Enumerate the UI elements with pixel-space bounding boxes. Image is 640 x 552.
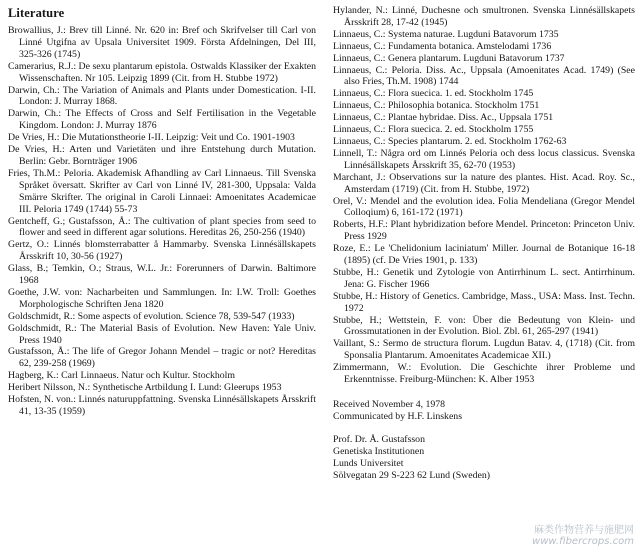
- reference-list-left: [8, 25, 316, 418]
- reference-entry: Roze, E.: Le 'Chelidonium laciniatum' Miller. Journal de Botanique 16-18 (1895) (cf. De Vries 1901, p. 133): [333, 243, 635, 267]
- reference-entry: Marchant, J.: Observations sur la nature des plantes. Hist. Acad. Roy. Sc., Amsterdam (1719) (Cit. from H. Stubbe, 1972): [333, 171, 635, 195]
- reference-entry: Browallius, J.: Brev till Linné. Nr. 620 in: Bref och Skrifvelser till Carl von Linné Utgifna av Upsala Universitet 1909. Första Afdelningen, Del III, 325-326 (1745): [8, 25, 316, 60]
- reference-entry: Stubbe, H.: History of Genetics. Cambridge, Mass., USA: Mass. Inst. Techn. 1972: [333, 290, 635, 314]
- reference-entry: Hofsten, N. von.: Linnés naturuppfattning. Svenska Linnésällskapets Årsskrift 41, 13-35 (1959): [8, 394, 316, 417]
- reference-entry: Hagberg, K.: Carl Linnaeus. Natur och Kultur. Stockholm: [8, 370, 236, 382]
- reference-entry: Linnaeus, C.: Flora suecica. 1. ed. Stockholm 1745: [333, 88, 534, 100]
- reference-entry: Linnaeus, C.: Philosophia botanica. Stockholm 1751: [333, 100, 540, 112]
- reference-entry: De Vries, H.: Arten und Varietäten und ihre Entstehung durch Mutation. Berlin: Gebr. Bornträger 1906: [8, 144, 316, 167]
- reference-entry: Vaillant, S.: Sermo de structura florum. Lugdun Batav. 4, (1718) (Cit. from Sponsalia Plantarum. Amoenitates Academicae XII.): [333, 338, 635, 362]
- received-info: [333, 399, 635, 423]
- watermark: [532, 525, 634, 547]
- reference-entry: Goldschmidt, R.: Some aspects of evolution. Science 78, 539-547 (1933): [8, 310, 295, 322]
- reference-entry: Linnaeus, C.: Systema naturae. Lugduni Batavorum 1735: [333, 28, 559, 40]
- reference-entry: Heribert Nilsson, N.: Synthetische Artbildung I. Lund: Gleerups 1953: [8, 382, 282, 394]
- reference-entry: Fries, Th.M.: Peloria. Akademisk Afhandling av Carl Linnaeus. Till Svenska Språket översatt. Skrifter av Carl von Linné IV, 281-300, Uppsala: Valda Smärre Skrifter. The original in Caroli Linnaei: Amoenitates Academicae III. Peloria 1749 (1744) 55-73: [8, 167, 316, 215]
- reference-entry: Linnaeus, C.: Genera plantarum. Lugduni Batavorum 1737: [333, 52, 565, 64]
- author-name: Prof. Dr. Å. Gustafsson: [333, 433, 425, 445]
- reference-entry: De Vries, H.: Die Mutationstheorie I-II. Leipzig: Veit und Co. 1901-1903: [8, 132, 295, 144]
- reference-entry: Orel, V.: Mendel and the evolution idea. Folia Mendeliana (Gregor Mendel Colloqium) 6, 161-172 (1971): [333, 195, 635, 219]
- author-university: Lunds Universitet: [333, 457, 404, 469]
- reference-list-right: [333, 5, 635, 386]
- reference-entry: Gertz, O.: Linnés blomsterrabatter å Hammarby. Svenska Linnésällskapets Årsskrift 10, 30-56 (1927): [8, 239, 316, 263]
- reference-entry: Stubbe, H.; Wettstein, F. von: Über die Bedeutung von Klein- und Grossmutationen in der Evolution. Biol. Zbl. 61, 265-297 (1941): [333, 314, 635, 338]
- reference-entry: Roberts, H.F.: Plant hybridization before Mendel. Princeton: Princeton Univ. Press 1929: [333, 219, 635, 243]
- reference-entry: Linnaeus, C.: Species plantarum. 2. ed. Stockholm 1762-63: [333, 135, 567, 147]
- right-column: [333, 0, 635, 481]
- watermark-chinese-text: 麻类作物营养与施肥网: [534, 525, 634, 536]
- author-department: Genetiska Institutionen: [333, 445, 425, 457]
- received-date: Received November 4, 1978: [333, 399, 446, 410]
- reference-entry: Linnell, T.: Några ord om Linnés Peloria och dess locus classicus. Svenska Linnésällskapets Årsskrift 35, 62-70 (1953): [333, 147, 635, 171]
- reference-entry: Darwin, Ch.: The Variation of Animals and Plants under Domestication. I-II. London: J. Murray 1868.: [8, 84, 316, 108]
- reference-entry: Darwin, Ch.: The Effects of Cross and Self Fertilisation in the Vegetable Kingdom. London: J. Murray 1876: [8, 108, 316, 132]
- reference-entry: Goldschmidt, R.: The Material Basis of Evolution. New Haven: Yale Univ. Press 1940: [8, 322, 316, 346]
- reference-entry: Linnaeus, C.: Fundamenta botanica. Amstelodami 1736: [333, 40, 552, 52]
- reference-entry: Hylander, N.: Linné, Duchesne och smultronen. Svenska Linnésällskapets Årsskrift 28, 17-42 (1945): [333, 5, 635, 28]
- left-column: [8, 0, 316, 418]
- reference-entry: Stubbe, H.: Genetik und Zytologie von Antirrhinum L. sect. Antirrhinum. Jena: G. Fischer 1966: [333, 266, 635, 290]
- section-heading: Literature: [8, 6, 65, 20]
- reference-entry: Linnaeus, C.: Plantae hybridae. Diss. Ac., Uppsala 1751: [333, 112, 554, 124]
- communicated-by: Communicated by H.F. Linskens: [333, 410, 463, 422]
- reference-entry: Camerarius, R.J.: De sexu plantarum epistola. Ostwalds Klassiker der Exakten Wissenschaften. Nr 105. Leipzig 1899 (Cit. from H. Stubbe 1972): [8, 60, 316, 84]
- author-street: Sölvegatan 29 S-223 62 Lund (Sweden): [333, 469, 490, 481]
- reference-entry: Glass, B.; Temkin, O.; Straus, W.L. Jr.: Forerunners of Darwin. Baltimore 1968: [8, 263, 316, 287]
- reference-entry: Gustafsson, Å.: The life of Gregor Johann Mendel – tragic or not? Hereditas 62, 239-258 (1969): [8, 346, 316, 370]
- watermark-url: www.fibercrops.com: [532, 536, 634, 547]
- reference-entry: Linnaeus, C.: Peloria. Diss. Ac., Uppsala (Amoenitates Acad. 1749) (See also Fries, Th.M. 1908) 1744: [333, 64, 635, 88]
- reference-entry: Goethe, J.W. von: Nacharbeiten und Sammlungen. In: I.W. Troll: Goethes Morphologische Schriften Jena 1820: [8, 286, 316, 310]
- reference-entry: Zimmermann, W.: Evolution. Die Geschichte ihrer Probleme und Erkenntnisse. Freiburg-München: K. Alber 1953: [333, 362, 635, 386]
- reference-entry: Gentcheff, G.; Gustafsson, Å.: The cultivation of plant species from seed to flower and seed in different agar solutions. Hereditas 26, 250-256 (1940): [8, 215, 316, 239]
- author-address: [333, 434, 635, 482]
- reference-entry: Linnaeus, C.: Flora suecica. 2. ed. Stockholm 1755: [333, 124, 534, 136]
